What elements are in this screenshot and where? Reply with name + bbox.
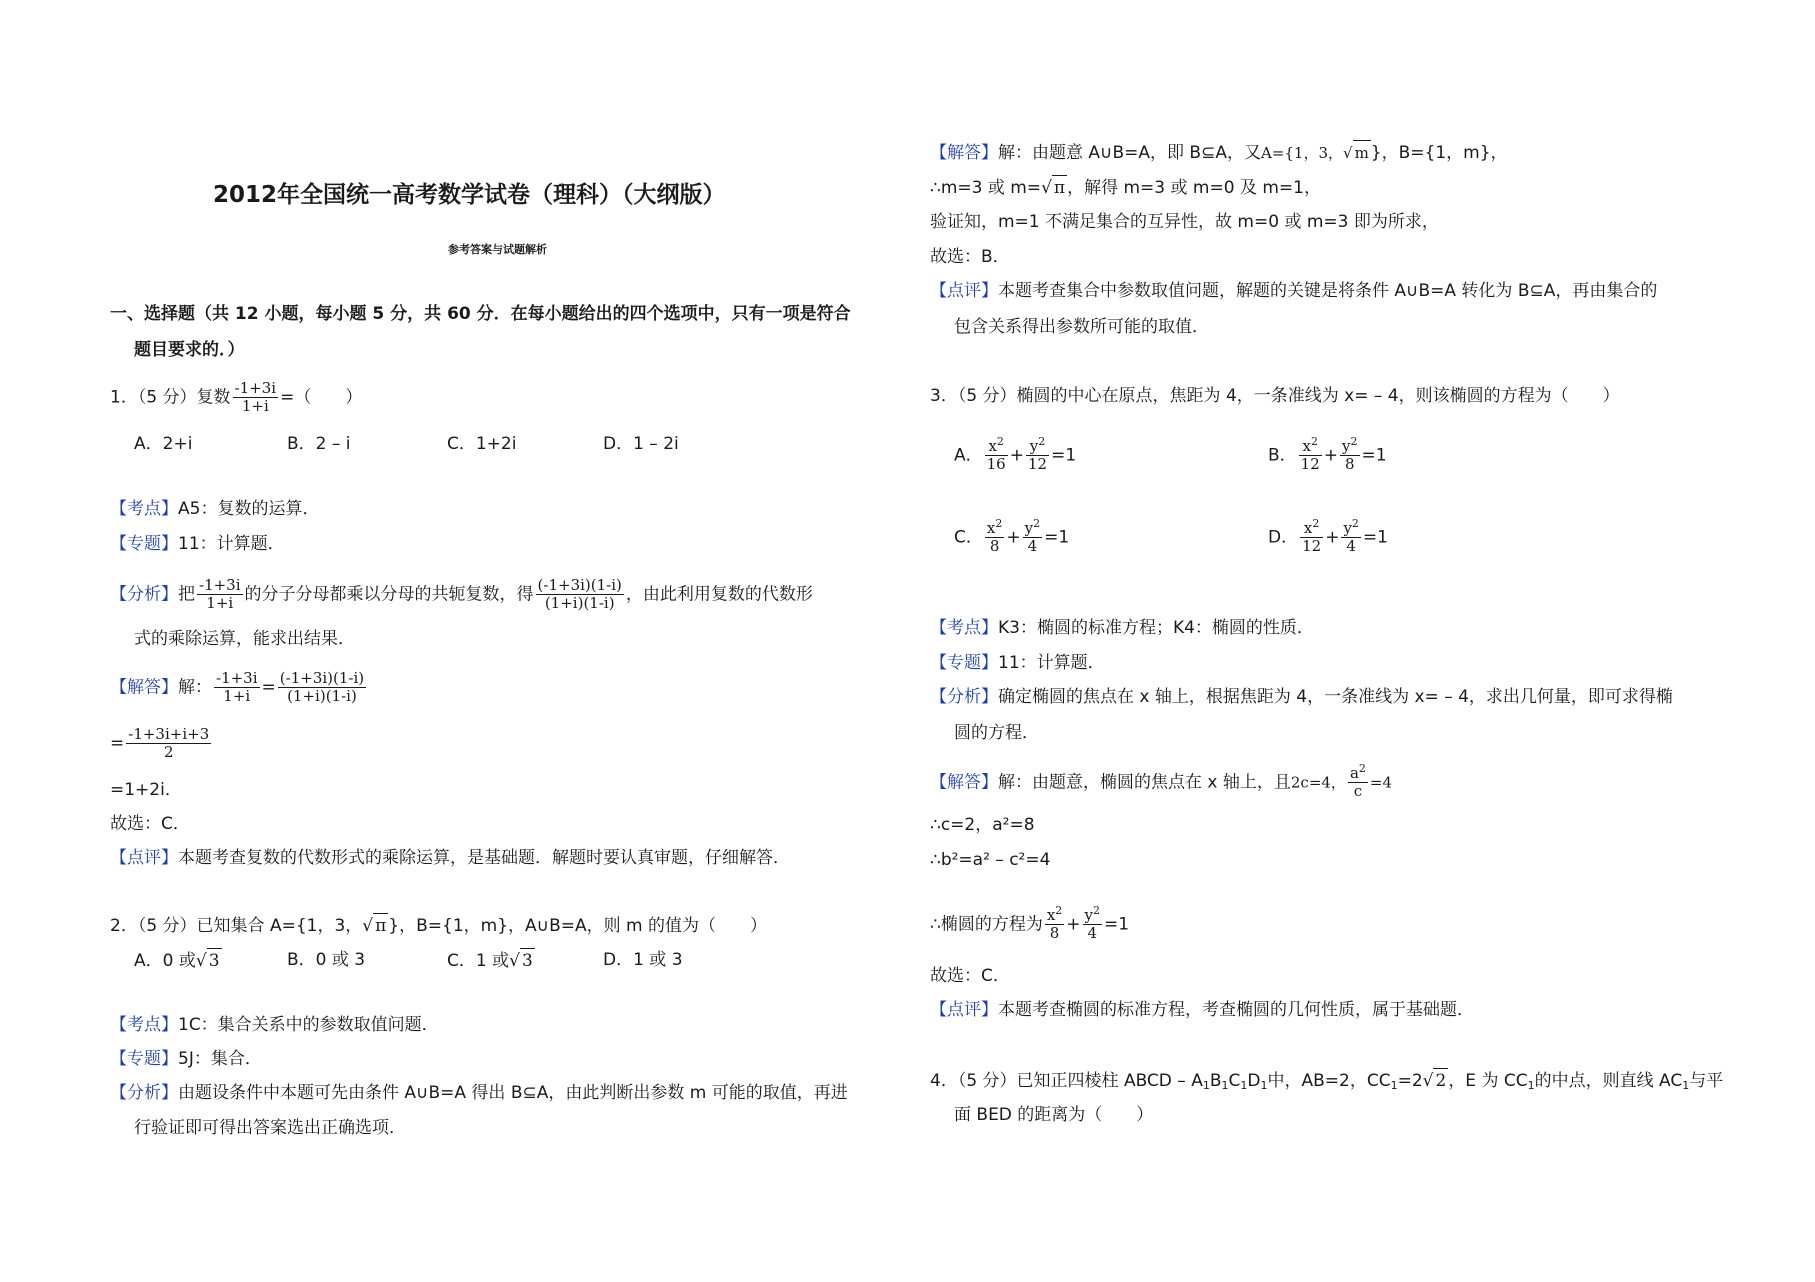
q2-set-b: }，B={1，m}， <box>1370 143 1508 163</box>
frac-den: 2 <box>163 743 174 761</box>
frac-x <box>1045 904 1064 942</box>
opt-label: B． <box>1268 445 1297 466</box>
jieda-tag: 【解答】 <box>110 677 178 698</box>
radicand: π <box>373 913 388 938</box>
q1-dianping <box>110 846 790 870</box>
q1-fenxi <box>110 577 813 612</box>
q1-jieda-text: 解： <box>178 677 212 698</box>
q1-kaodian <box>110 497 319 521</box>
q3-line4-text: ∴椭圆的方程为 <box>930 914 1043 935</box>
frac-num: -1+3i <box>216 669 258 687</box>
frac-y <box>1340 435 1359 473</box>
subscript: 1 <box>1527 1079 1535 1092</box>
q2-opt-text: C．1 或 <box>447 951 510 971</box>
q4-text: C <box>1228 1071 1241 1091</box>
q3-jieda-line3: ∴b²=a² – c²=4 <box>930 850 1051 870</box>
var: y <box>1084 906 1094 924</box>
var: x <box>1302 437 1311 455</box>
q2-kaodian <box>110 1013 439 1037</box>
q1-fraction <box>233 380 279 415</box>
eq: =1 <box>1051 445 1077 466</box>
q1-fenxi-part: ，由此利用复数的代数形 <box>625 584 813 605</box>
q2-zhuanti <box>110 1047 262 1071</box>
question-2-stem <box>110 913 767 938</box>
q1-numerator: -1+3i <box>234 379 277 397</box>
dianping-tag: 【点评】 <box>110 848 178 868</box>
q1-step2: = $\frac{-1+3i+i+3}{2}$ <box>110 725 210 761</box>
q1-fenxi-frac-1 <box>197 577 243 612</box>
frac-y <box>1023 517 1042 555</box>
q3-fenxi-text: 确定椭圆的焦点在 x 轴上，根据焦距为 4，一条准线为 x= – 4，求出几何量，即可求得椭 <box>998 687 1673 707</box>
q3-fenxi <box>930 685 1673 709</box>
question-1-stem <box>110 380 362 415</box>
q1-step2-frac <box>126 726 211 761</box>
exp: 2 <box>996 435 1004 448</box>
sqrt-3: √ 3 <box>196 948 222 973</box>
exp: 2 <box>995 517 1003 530</box>
q2-jieda-line2 <box>930 175 1321 200</box>
q3-jieda-line4 <box>930 904 1130 942</box>
q3-choice: 故选：C． <box>930 966 1010 986</box>
eq: =1 <box>1362 527 1388 548</box>
sqrt-m: √ m <box>1343 140 1371 165</box>
var: y <box>1029 437 1039 455</box>
q2-line2-text: ∴m=3 或 m= <box>930 178 1042 198</box>
frac-x <box>1299 435 1322 473</box>
opt-label: D． <box>1268 527 1299 548</box>
q1-zhuanti-text: 11：计算题． <box>178 534 285 554</box>
frac-den: 16 <box>986 455 1006 473</box>
q1-option-b: B．2 – i <box>287 434 351 454</box>
q2-stem-part: 2．（5 分）已知集合 A={1，3， <box>110 916 363 936</box>
plus: + <box>1066 914 1081 935</box>
frac-den: c <box>1353 782 1363 800</box>
radicand: 3 <box>207 948 222 973</box>
subscript: 1 <box>1260 1079 1268 1092</box>
q3-zhuanti <box>930 651 1105 675</box>
q1-dianping-text: 本题考查复数的代数形式的乘除运算，是基础题．解题时要认真审题，仔细解答． <box>178 848 790 868</box>
q2-dianping <box>930 279 1657 303</box>
q3-kaodian-text: K3：椭圆的标准方程；K4：椭圆的性质． <box>998 618 1314 638</box>
q1-denominator: 1+i <box>241 397 269 415</box>
q3-option-a <box>954 435 1077 473</box>
question-4-stem <box>930 1068 1723 1093</box>
eq: =1 <box>1044 527 1070 548</box>
q2-fenxi-text: 由题设条件中本题可先由条件 A∪B=A 得出 B⊆A，由此判断出参数 m 可能的取值，再进 <box>178 1083 848 1103</box>
frac-den: 1+i <box>223 687 251 705</box>
subscript: 1 <box>1221 1079 1229 1092</box>
frac-den: 8 <box>1049 924 1060 942</box>
zhuanti-tag: 【专题】 <box>930 653 998 673</box>
q2-fenxi <box>110 1081 848 1105</box>
exp: 2 <box>1055 904 1063 917</box>
opt-label: A． <box>954 445 983 466</box>
frac-den: 12 <box>1027 455 1048 473</box>
eq: =1 <box>1104 914 1130 935</box>
frac-a2-c <box>1348 762 1368 800</box>
zhuanti-tag: 【专题】 <box>110 534 178 554</box>
q1-fenxi-line2: 式的乘除运算，能求出结果． <box>134 629 355 649</box>
q1-jieda: 【解答】解： $\frac{-1+3i}{1+i}$ = $\frac{(-1+3i)(1-i)}{(1+i)(1-i)}$ <box>110 669 365 705</box>
q1-option-c: C．1+2i <box>447 434 517 454</box>
var: y <box>1342 437 1351 455</box>
q4-text: ，E 为 CC <box>1448 1071 1528 1091</box>
frac-y <box>1341 517 1360 555</box>
q2-dianping-text: 本题考查集合中参数取值问题，解题的关键是将条件 A∪B=A 转化为 B⊆A，再由集合的 <box>998 281 1658 301</box>
var: x <box>986 519 996 537</box>
q2-zhuanti-text: 5J：集合． <box>178 1049 262 1069</box>
sqrt-pi: √ π <box>362 913 388 938</box>
zhuanti-tag: 【专题】 <box>110 1049 178 1069</box>
subscript: 1 <box>1240 1079 1248 1092</box>
q2-jieda <box>930 140 1508 165</box>
frac-den: 12 <box>1300 455 1320 473</box>
fenxi-tag: 【分析】 <box>110 584 178 605</box>
q1-prefix: 1．（5 分）复数 <box>110 387 231 408</box>
radicand: m <box>1353 140 1371 165</box>
radicand: 3 <box>520 948 535 973</box>
frac-den: 4 <box>1027 537 1038 555</box>
var: a <box>1349 764 1359 782</box>
frac-den: 1+i <box>206 594 234 612</box>
eq: =4 <box>1369 773 1393 792</box>
plus: + <box>1323 445 1339 466</box>
q4-text: 的中点，则直线 AC <box>1534 1071 1683 1091</box>
q1-zhuanti <box>110 532 285 556</box>
var: x <box>1046 906 1056 924</box>
q3-fenxi-line2: 圆的方程． <box>954 723 1039 743</box>
q2-dianping-line2: 包含关系得出参数所可能的取值． <box>954 317 1209 337</box>
q1-choice: 故选：C． <box>110 814 190 834</box>
q4-text: D <box>1247 1071 1261 1091</box>
section-heading-cont: 题目要求的．） <box>134 340 245 360</box>
section-heading: 一、选择题（共 12 小题，每小题 5 分，共 60 分．在每小题给出的四个选项中，只有一项是符合 <box>110 304 851 324</box>
exp: 2 <box>1358 762 1366 775</box>
frac-y <box>1083 904 1102 942</box>
frac-den: 8 <box>1344 455 1355 473</box>
q2-jieda-text: 解：由题意 A∪B=A，即 B⊆A，又 <box>998 143 1261 163</box>
q1-option-d: D．1 – 2i <box>603 434 679 454</box>
question-3-stem: 3．（5 分）椭圆的中心在原点，焦距为 4，一条准线为 x= – 4，则该椭圆的方程为（ ） <box>930 386 1620 406</box>
q2-option-b: B．0 或 3 <box>287 950 366 970</box>
q3-option-b <box>1268 435 1387 473</box>
radicand: π <box>1052 175 1067 200</box>
q2-kaodian-text: 1C：集合关系中的参数取值问题． <box>178 1015 439 1035</box>
sqrt-2: √ 2 <box>1423 1068 1449 1093</box>
jieda-tag: 【解答】 <box>930 143 998 163</box>
exp: 2 <box>1093 904 1101 917</box>
exp: 2 <box>1312 517 1320 530</box>
frac-den: 12 <box>1302 537 1322 555</box>
frac-den: (1+i)(1-i) <box>287 687 357 705</box>
q4-text: =2 <box>1397 1071 1423 1091</box>
q1-kaodian-text: A5：复数的运算． <box>178 499 320 519</box>
q1-fenxi-part: 的分子分母都乘以分母的共轭复数，得 <box>244 584 534 605</box>
exp: 2 <box>1038 435 1046 448</box>
q2-option-d: D．1 或 3 <box>603 950 683 970</box>
q2-fenxi-line2: 行验证即可得出答案选出正确选项． <box>134 1118 406 1138</box>
frac-den: 4 <box>1346 537 1356 555</box>
q3-dianping-text: 本题考查椭圆的标准方程，考查椭圆的几何性质，属于基础题． <box>998 1000 1474 1020</box>
fenxi-tag: 【分析】 <box>930 687 998 707</box>
q2-jieda-line3: 验证知，m=1 不满足集合的互异性，故 m=0 或 m=3 即为所求， <box>930 212 1439 232</box>
q3-option-c <box>954 517 1070 555</box>
q4-text: B <box>1209 1071 1222 1091</box>
frac-num: (-1+3i)(1-i) <box>537 576 622 594</box>
q3-option-d <box>1268 517 1388 555</box>
q2-opt-text: A．0 或 <box>134 951 196 971</box>
frac-den: 4 <box>1087 924 1098 942</box>
opt-label: C． <box>954 527 983 548</box>
eq: =1 <box>1361 445 1387 466</box>
var: y <box>1024 519 1034 537</box>
page-title: 2012年全国统一高考数学试卷（理科）（大纲版） <box>213 182 726 208</box>
q4-text: 4．（5 分）已知正四棱柱 ABCD – A <box>930 1071 1203 1091</box>
frac-y <box>1026 435 1049 473</box>
q3-2c: 2c=4， <box>1290 773 1346 792</box>
plus: + <box>1009 445 1024 466</box>
q2-stem-part: }，B={1，m}，A∪B=A，则 m 的值为（ ） <box>388 916 768 936</box>
subscript: 1 <box>1390 1079 1398 1092</box>
q4-text: 中，AB=2，CC <box>1267 1071 1391 1091</box>
exp: 2 <box>1310 435 1318 448</box>
q4-text: 与平 <box>1689 1071 1724 1091</box>
subscript: 1 <box>1682 1079 1690 1092</box>
page-subtitle: 参考答案与试题解析 <box>448 243 547 256</box>
q2-option-a <box>134 948 222 973</box>
exp: 2 <box>1033 517 1041 530</box>
exp: 2 <box>1350 435 1358 448</box>
q1-suffix: =（ ） <box>280 387 363 408</box>
fenxi-tag: 【分析】 <box>110 1083 178 1103</box>
q1-jieda-frac-1 <box>214 670 260 705</box>
plus: + <box>1325 527 1340 548</box>
jieda-tag: 【解答】 <box>930 772 998 793</box>
var: x <box>988 437 997 455</box>
q3-jieda-line2: ∴c=2，a²=8 <box>930 815 1035 835</box>
q3-dianping <box>930 998 1474 1022</box>
q2-line2-text: ，解得 m=3 或 m=0 及 m=1， <box>1067 178 1321 198</box>
subscript: 1 <box>1202 1079 1210 1092</box>
frac-num: -1+3i <box>199 576 241 594</box>
q2-option-c <box>447 948 535 973</box>
q1-fenxi-part: 把 <box>178 584 195 605</box>
frac-num: (-1+3i)(1-i) <box>279 669 365 687</box>
dianping-tag: 【点评】 <box>930 281 998 301</box>
q3-zhuanti-text: 11：计算题． <box>998 653 1105 673</box>
q1-result: =1+2i． <box>110 780 182 800</box>
q1-jieda-frac-2 <box>278 670 366 705</box>
q3-kaodian <box>930 616 1314 640</box>
plus: + <box>1006 527 1021 548</box>
sqrt-pi: √ π <box>1041 175 1067 200</box>
q3-jieda-text: 解：由题意，椭圆的焦点在 x 轴上，且 <box>998 772 1291 793</box>
q2-choice: 故选：B． <box>930 247 1010 267</box>
frac-x <box>985 517 1004 555</box>
frac-num: -1+3i+i+3 <box>128 725 210 743</box>
frac-den: 8 <box>989 537 1000 555</box>
sqrt-3: √ 3 <box>509 948 535 973</box>
q1-fenxi-frac-2 <box>536 577 624 612</box>
kaodian-tag: 【考点】 <box>110 1015 178 1035</box>
q2-set-a: A={1，3， <box>1260 144 1343 162</box>
frac-den: (1+i)(1-i) <box>544 594 615 612</box>
frac-x <box>1300 517 1323 555</box>
q1-option-a: A．2+i <box>134 434 193 454</box>
q3-jieda <box>930 762 1393 800</box>
radicand: 2 <box>1433 1068 1448 1093</box>
frac-x <box>985 435 1008 473</box>
dianping-tag: 【点评】 <box>930 1000 998 1020</box>
var: y <box>1343 519 1352 537</box>
exp: 2 <box>1351 517 1359 530</box>
question-4-stem-line2: 面 BED 的距离为（ ） <box>954 1105 1154 1125</box>
kaodian-tag: 【考点】 <box>930 618 998 638</box>
var: x <box>1303 519 1313 537</box>
kaodian-tag: 【考点】 <box>110 499 178 519</box>
